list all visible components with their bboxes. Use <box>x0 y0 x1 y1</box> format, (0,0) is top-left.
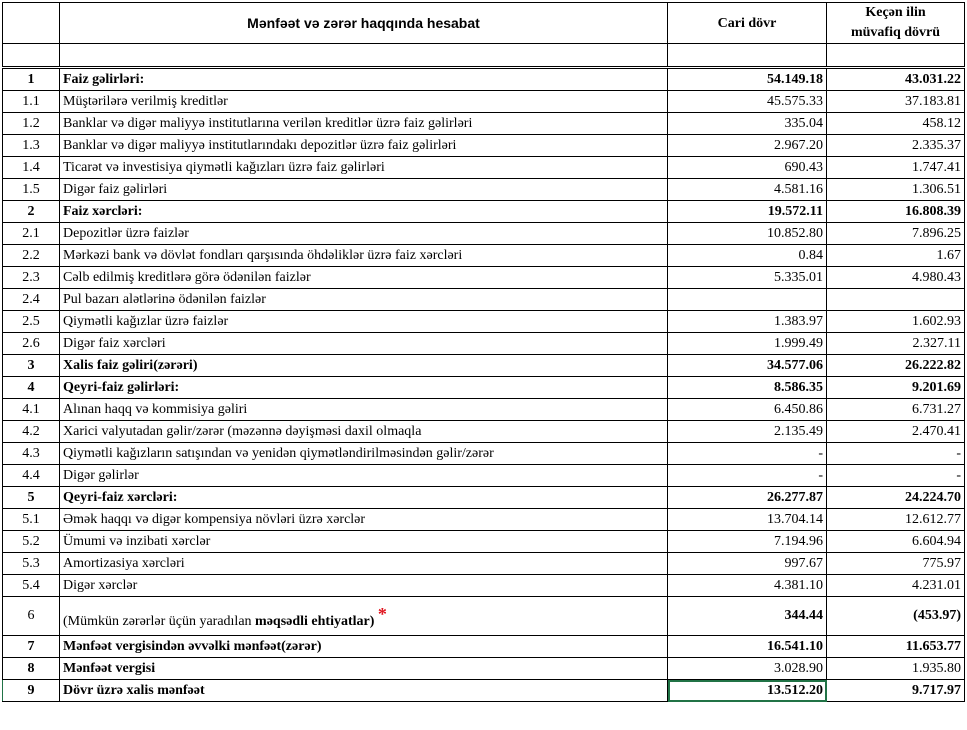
row-description-cell[interactable]: Faiz xərcləri: <box>60 201 668 223</box>
row-description-cell[interactable]: Qiymətli kağızların satışından və yenidən qiymətləndirilməsindən gəlir/zərər <box>60 443 668 465</box>
current-value-cell[interactable]: 54.149.18 <box>668 68 827 91</box>
row-number-cell[interactable]: 2.2 <box>3 245 60 267</box>
previous-value-cell[interactable]: 6.604.94 <box>827 531 965 553</box>
table-row <box>3 487 965 509</box>
row-description-cell[interactable]: Amortizasiya xərcləri <box>60 553 668 575</box>
row-number-cell[interactable]: 1.2 <box>3 113 60 135</box>
table-row <box>3 421 965 443</box>
current-value-cell[interactable]: 8.586.35 <box>668 377 827 399</box>
row-description-cell[interactable]: Qeyri-faiz xərcləri: <box>60 487 668 509</box>
previous-value-cell[interactable]: 1.602.93 <box>827 311 965 333</box>
row-description-cell[interactable]: Depozitlər üzrə faizlər <box>60 223 668 245</box>
previous-value-cell[interactable]: 1.306.51 <box>827 179 965 201</box>
row-description-cell[interactable]: Alınan haqq və kommisiya gəliri <box>60 399 668 421</box>
table-row <box>3 267 965 289</box>
header-row <box>3 3 965 44</box>
row-number-cell[interactable]: 5 <box>3 487 60 509</box>
header-num-cell[interactable] <box>3 3 60 44</box>
row-number-cell[interactable]: 4 <box>3 377 60 399</box>
previous-value-cell[interactable]: (453.97) <box>827 597 965 636</box>
previous-value-cell[interactable]: 26.222.82 <box>827 355 965 377</box>
table-row <box>3 157 965 179</box>
previous-value-cell[interactable]: 16.808.39 <box>827 201 965 223</box>
row-number-cell[interactable]: 1.5 <box>3 179 60 201</box>
table-cell[interactable] <box>60 44 668 68</box>
table-row <box>3 113 965 135</box>
table-row <box>3 531 965 553</box>
table-row <box>3 355 965 377</box>
previous-period-header[interactable] <box>827 3 965 44</box>
table-row <box>3 509 965 531</box>
row-description-cell[interactable]: Pul bazarı alətlərinə ödənilən faizlər <box>60 289 668 311</box>
table-row <box>3 135 965 157</box>
previous-value-cell[interactable]: 1.935.80 <box>827 658 965 680</box>
current-value-cell[interactable]: 997.67 <box>668 553 827 575</box>
table-row <box>3 399 965 421</box>
current-value-cell[interactable]: 335.04 <box>668 113 827 135</box>
previous-value-cell[interactable]: 2.327.11 <box>827 333 965 355</box>
table-row <box>3 443 965 465</box>
previous-value-cell[interactable]: 4.980.43 <box>827 267 965 289</box>
provisions-row <box>3 597 965 636</box>
current-value-cell[interactable]: 2.967.20 <box>668 135 827 157</box>
current-value-cell[interactable]: 13.704.14 <box>668 509 827 531</box>
current-value-cell[interactable]: 34.577.06 <box>668 355 827 377</box>
row-description-cell[interactable] <box>60 597 668 636</box>
table-cell[interactable] <box>3 44 60 68</box>
previous-value-cell[interactable]: 24.224.70 <box>827 487 965 509</box>
current-value-cell[interactable]: 344.44 <box>668 597 827 636</box>
current-value-cell[interactable]: 45.575.33 <box>668 91 827 113</box>
current-value-cell[interactable]: 10.852.80 <box>668 223 827 245</box>
table-row <box>3 575 965 597</box>
row-number-cell[interactable]: 1.4 <box>3 157 60 179</box>
previous-value-cell[interactable]: 2.470.41 <box>827 421 965 443</box>
row-number-cell[interactable]: 1 <box>3 68 60 91</box>
row-description-cell[interactable]: Ticarət və investisiya qiymətli kağızları üzrə faiz gəlirləri <box>60 157 668 179</box>
row-number-cell[interactable]: 2.4 <box>3 289 60 311</box>
previous-value-cell[interactable]: 7.896.25 <box>827 223 965 245</box>
previous-value-cell[interactable]: 775.97 <box>827 553 965 575</box>
current-value-cell[interactable]: 5.335.01 <box>668 267 827 289</box>
row-description-cell[interactable]: Dövr üzrə xalis mənfəət <box>60 680 668 702</box>
previous-value-cell[interactable]: 43.031.22 <box>827 68 965 91</box>
current-value-cell[interactable]: 26.277.87 <box>668 487 827 509</box>
table-row <box>3 311 965 333</box>
row-description-cell[interactable]: Ümumi və inzibati xərclər <box>60 531 668 553</box>
current-period-header[interactable]: Cari dövr <box>668 3 827 44</box>
previous-value-cell[interactable]: 11.653.77 <box>827 636 965 658</box>
row-description-cell[interactable]: Mənfəət vergisindən əvvəlki mənfəət(zərər) <box>60 636 668 658</box>
row-description-cell[interactable]: Əmək haqqı və digər kompensiya növləri üzrə xərclər <box>60 509 668 531</box>
previous-header-line2: müvafiq dövrü <box>850 25 941 40</box>
table-row <box>3 245 965 267</box>
current-value-cell[interactable]: 4.581.16 <box>668 179 827 201</box>
current-value-cell[interactable]: 19.572.11 <box>668 201 827 223</box>
row-number-cell[interactable]: 5.3 <box>3 553 60 575</box>
row-description-cell[interactable]: Digər faiz gəlirləri <box>60 179 668 201</box>
current-value-cell[interactable]: 4.381.10 <box>668 575 827 597</box>
row-number-cell[interactable]: 5.1 <box>3 509 60 531</box>
table-row <box>3 377 965 399</box>
row-description-cell[interactable]: Qeyri-faiz gəlirləri: <box>60 377 668 399</box>
row-number-cell[interactable]: 3 <box>3 355 60 377</box>
previous-value-cell[interactable]: 9.201.69 <box>827 377 965 399</box>
row-number-cell[interactable]: 4.1 <box>3 399 60 421</box>
current-value-cell[interactable]: 0.84 <box>668 245 827 267</box>
row-number-cell[interactable]: 2 <box>3 201 60 223</box>
row-description-cell[interactable]: Mənfəət vergisi <box>60 658 668 680</box>
summary-row <box>3 636 965 658</box>
current-value-cell[interactable]: 690.43 <box>668 157 827 179</box>
current-value-cell[interactable]: - <box>668 443 827 465</box>
current-value-cell[interactable]: 7.194.96 <box>668 531 827 553</box>
table-row <box>3 201 965 223</box>
current-value-cell[interactable]: - <box>668 465 827 487</box>
row-description-cell[interactable]: Xalis faiz gəliri(zərəri) <box>60 355 668 377</box>
row-description-cell[interactable]: Banklar və digər maliyyə institutlarındakı depozitlər üzrə faiz gəlirləri <box>60 135 668 157</box>
row-number-cell[interactable]: 5.2 <box>3 531 60 553</box>
previous-value-cell[interactable]: 458.12 <box>827 113 965 135</box>
row-number-cell[interactable]: 1.1 <box>3 91 60 113</box>
row-description-cell[interactable]: Qiymətli kağızlar üzrə faizlər <box>60 311 668 333</box>
current-value-cell[interactable] <box>668 289 827 311</box>
row-number-cell[interactable]: 9 <box>3 680 60 702</box>
table-row <box>3 553 965 575</box>
profit-loss-table <box>2 2 965 702</box>
previous-value-cell[interactable] <box>827 289 965 311</box>
row-number-cell[interactable]: 2.1 <box>3 223 60 245</box>
table-cell[interactable] <box>668 44 827 68</box>
previous-header-line1: Keçən ilin <box>865 5 926 20</box>
current-value-cell[interactable]: 1.999.49 <box>668 333 827 355</box>
table-row <box>3 223 965 245</box>
previous-value-cell[interactable]: 1.67 <box>827 245 965 267</box>
row-number-cell[interactable]: 5.4 <box>3 575 60 597</box>
previous-value-cell[interactable]: 9.717.97 <box>827 680 965 702</box>
table-cell[interactable] <box>827 44 965 68</box>
row-number-cell[interactable]: 6 <box>3 597 60 636</box>
table-row <box>3 289 965 311</box>
current-value-cell[interactable]: 6.450.86 <box>668 399 827 421</box>
footnote-asterisk-icon: * <box>377 604 387 624</box>
provisions-label-bold: məqsədli ehtiyatlar) <box>255 614 375 629</box>
current-value-cell[interactable]: 3.028.90 <box>668 658 827 680</box>
spacer-row <box>3 44 965 68</box>
current-value-cell[interactable]: 13.512.20 <box>668 680 827 702</box>
row-description-cell[interactable]: Digər xərclər <box>60 575 668 597</box>
row-number-cell[interactable]: 2.6 <box>3 333 60 355</box>
table-row <box>3 91 965 113</box>
previous-value-cell[interactable]: 6.731.27 <box>827 399 965 421</box>
previous-value-cell[interactable]: 37.183.81 <box>827 91 965 113</box>
row-description-cell[interactable]: Banklar və digər maliyyə institutlarına verilən kreditlər üzrə faiz gəlirləri <box>60 113 668 135</box>
previous-value-cell[interactable]: 12.612.77 <box>827 509 965 531</box>
row-number-cell[interactable]: 1.3 <box>3 135 60 157</box>
row-number-cell[interactable]: 8 <box>3 658 60 680</box>
previous-value-cell[interactable]: 1.747.41 <box>827 157 965 179</box>
row-number-cell[interactable]: 2.3 <box>3 267 60 289</box>
row-description-cell[interactable]: Digər gəlirlər <box>60 465 668 487</box>
table-row <box>3 68 965 91</box>
row-description-cell[interactable]: Digər faiz xərcləri <box>60 333 668 355</box>
row-number-cell[interactable]: 4.2 <box>3 421 60 443</box>
table-body <box>3 44 965 702</box>
table-row <box>3 333 965 355</box>
current-value-cell[interactable]: 2.135.49 <box>668 421 827 443</box>
current-value-cell[interactable]: 1.383.97 <box>668 311 827 333</box>
row-description-cell[interactable]: Xarici valyutadan gəlir/zərər (məzənnə dəyişməsi daxil olmaqla <box>60 421 668 443</box>
previous-value-cell[interactable]: - <box>827 465 965 487</box>
row-description-cell[interactable]: Müştərilərə verilmiş kreditlər <box>60 91 668 113</box>
summary-row <box>3 658 965 680</box>
report-title[interactable]: Mənfəət və zərər haqqında hesabat <box>60 3 668 44</box>
provisions-label-prefix: (Mümkün zərərlər üçün yaradılan <box>63 614 256 629</box>
row-number-cell[interactable]: 7 <box>3 636 60 658</box>
row-description-cell[interactable]: Cəlb edilmiş kreditlərə görə ödənilən faizlər <box>60 267 668 289</box>
row-description-cell[interactable]: Faiz gəlirləri: <box>60 68 668 91</box>
previous-value-cell[interactable]: 2.335.37 <box>827 135 965 157</box>
row-description-cell[interactable]: Mərkəzi bank və dövlət fondları qarşısında öhdəliklər üzrə faiz xərcləri <box>60 245 668 267</box>
table-row <box>3 465 965 487</box>
row-number-cell[interactable]: 2.5 <box>3 311 60 333</box>
previous-value-cell[interactable]: - <box>827 443 965 465</box>
previous-value-cell[interactable]: 4.231.01 <box>827 575 965 597</box>
summary-row <box>3 680 965 702</box>
current-value-cell[interactable]: 16.541.10 <box>668 636 827 658</box>
table-row <box>3 179 965 201</box>
row-number-cell[interactable]: 4.4 <box>3 465 60 487</box>
row-number-cell[interactable]: 4.3 <box>3 443 60 465</box>
